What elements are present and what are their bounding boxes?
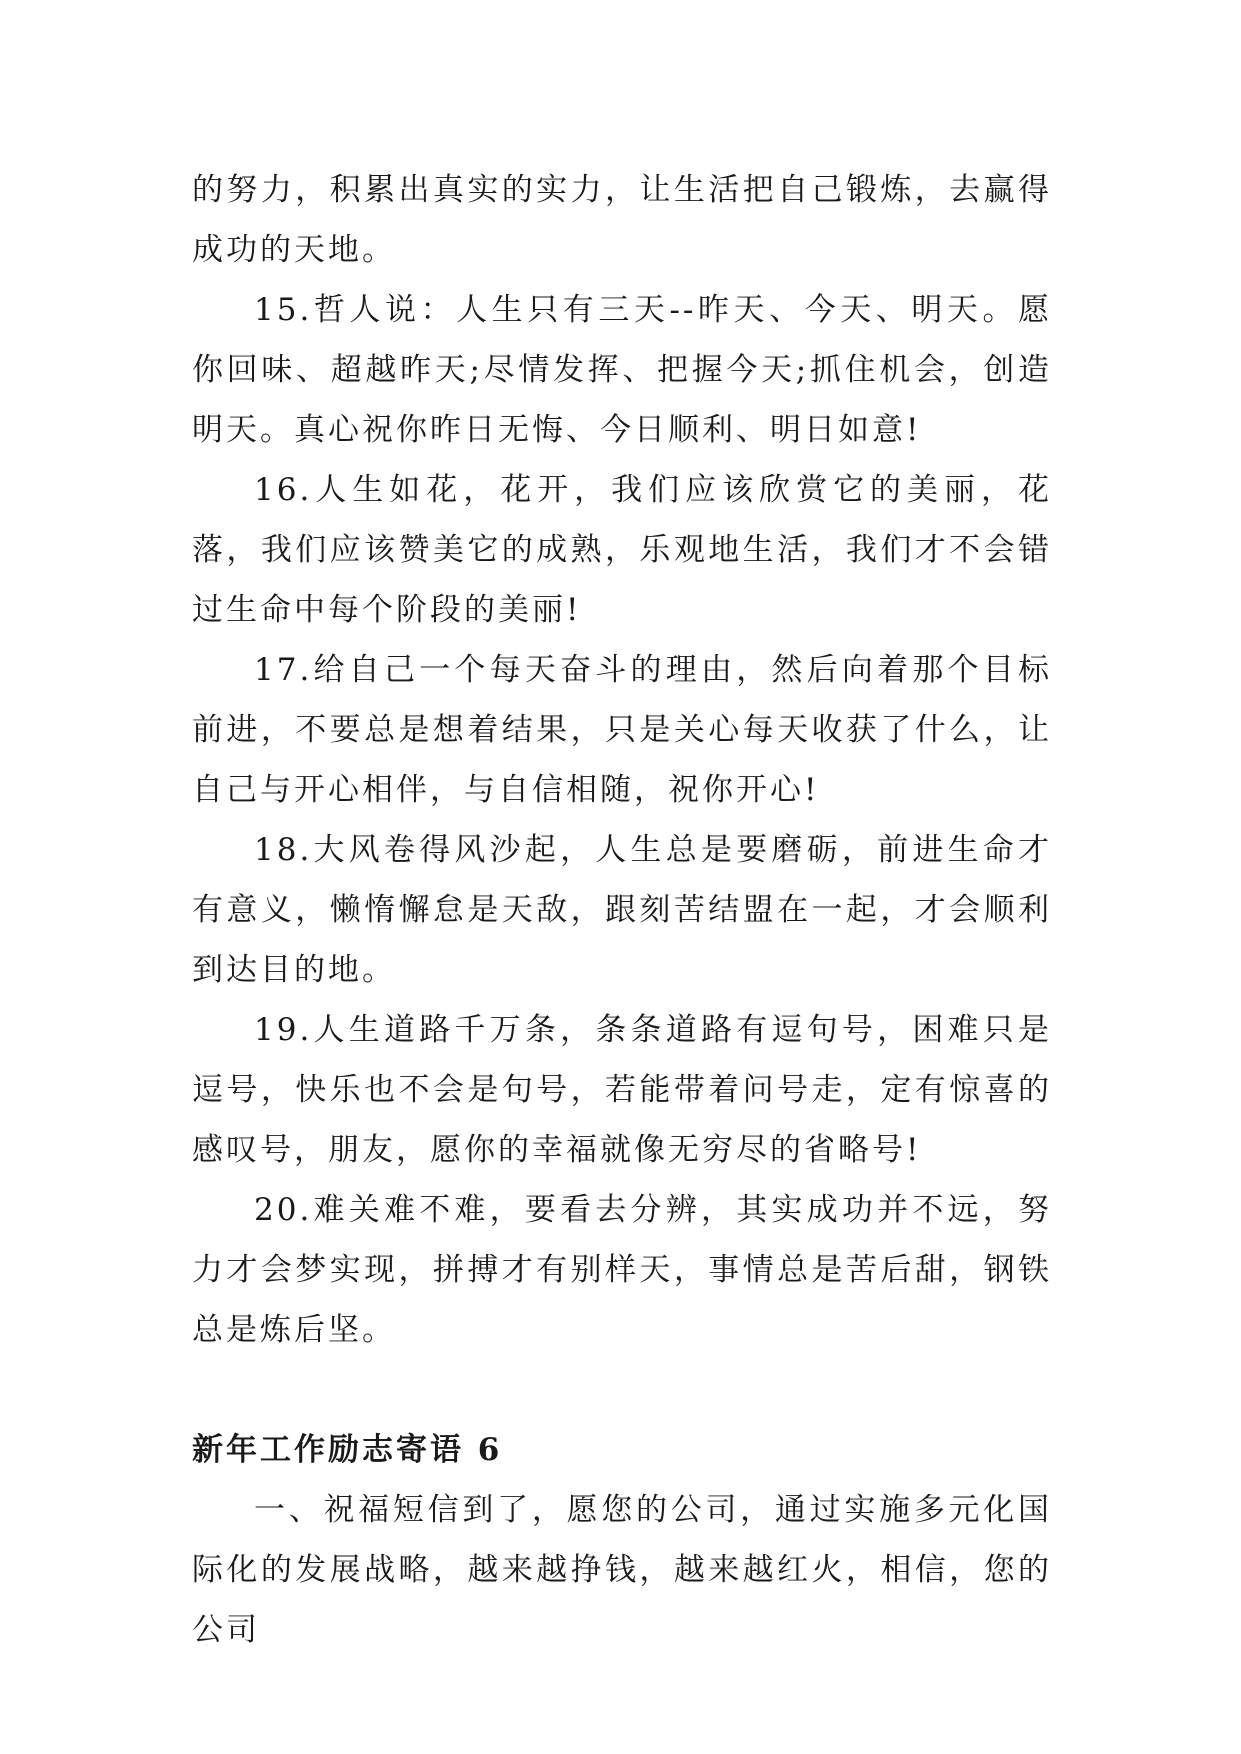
section-heading: 新年工作励志寄语 6 (192, 1432, 503, 1468)
paragraph-continuation: 的努力，积累出真实的实力，让生活把自己锻炼，去赢得成功的天地。 (192, 172, 1052, 268)
paragraph-item-17: 17.给自己一个每天奋斗的理由，然后向着那个目标前进，不要总是想着结果，只是关心每天收获了什么，让自己与开心相伴，与自信相随，祝你开心! (192, 652, 1052, 808)
paragraph-item-18: 18.大风卷得风沙起，人生总是要磨砺，前进生命才有意义，懒惰懈怠是天敌，跟刻苦结盟在一起，才会顺利到达目的地。 (192, 832, 1052, 988)
paragraph-item-16: 16.人生如花，花开，我们应该欣赏它的美丽，花落，我们应该赞美它的成熟，乐观地生活，我们才不会错过生命中每个阶段的美丽! (192, 472, 1052, 628)
paragraph-item-19: 19.人生道路千万条，条条道路有逗句号，困难只是逗号，快乐也不会是句号，若能带着问号走，定有惊喜的感叹号，朋友，愿你的幸福就像无穷尽的省略号! (192, 1012, 1052, 1168)
paragraph-item-15: 15.哲人说：人生只有三天--昨天、今天、明天。愿你回味、超越昨天;尽情发挥、把握今天;抓住机会，创造明天。真心祝你昨日无悔、今日顺利、明日如意! (192, 292, 1052, 448)
paragraph-item-20: 20.难关难不难，要看去分辨，其实成功并不远，努力才会梦实现，拼搏才有别样天，事情总是苦后甜，钢铁总是炼后坚。 (192, 1192, 1052, 1348)
document-body (192, 160, 1052, 1660)
paragraph-item-1: 一、祝福短信到了，愿您的公司，通过实施多元化国际化的发展战略，越来越挣钱，越来越红火，相信，您的公司 (192, 1492, 1052, 1648)
